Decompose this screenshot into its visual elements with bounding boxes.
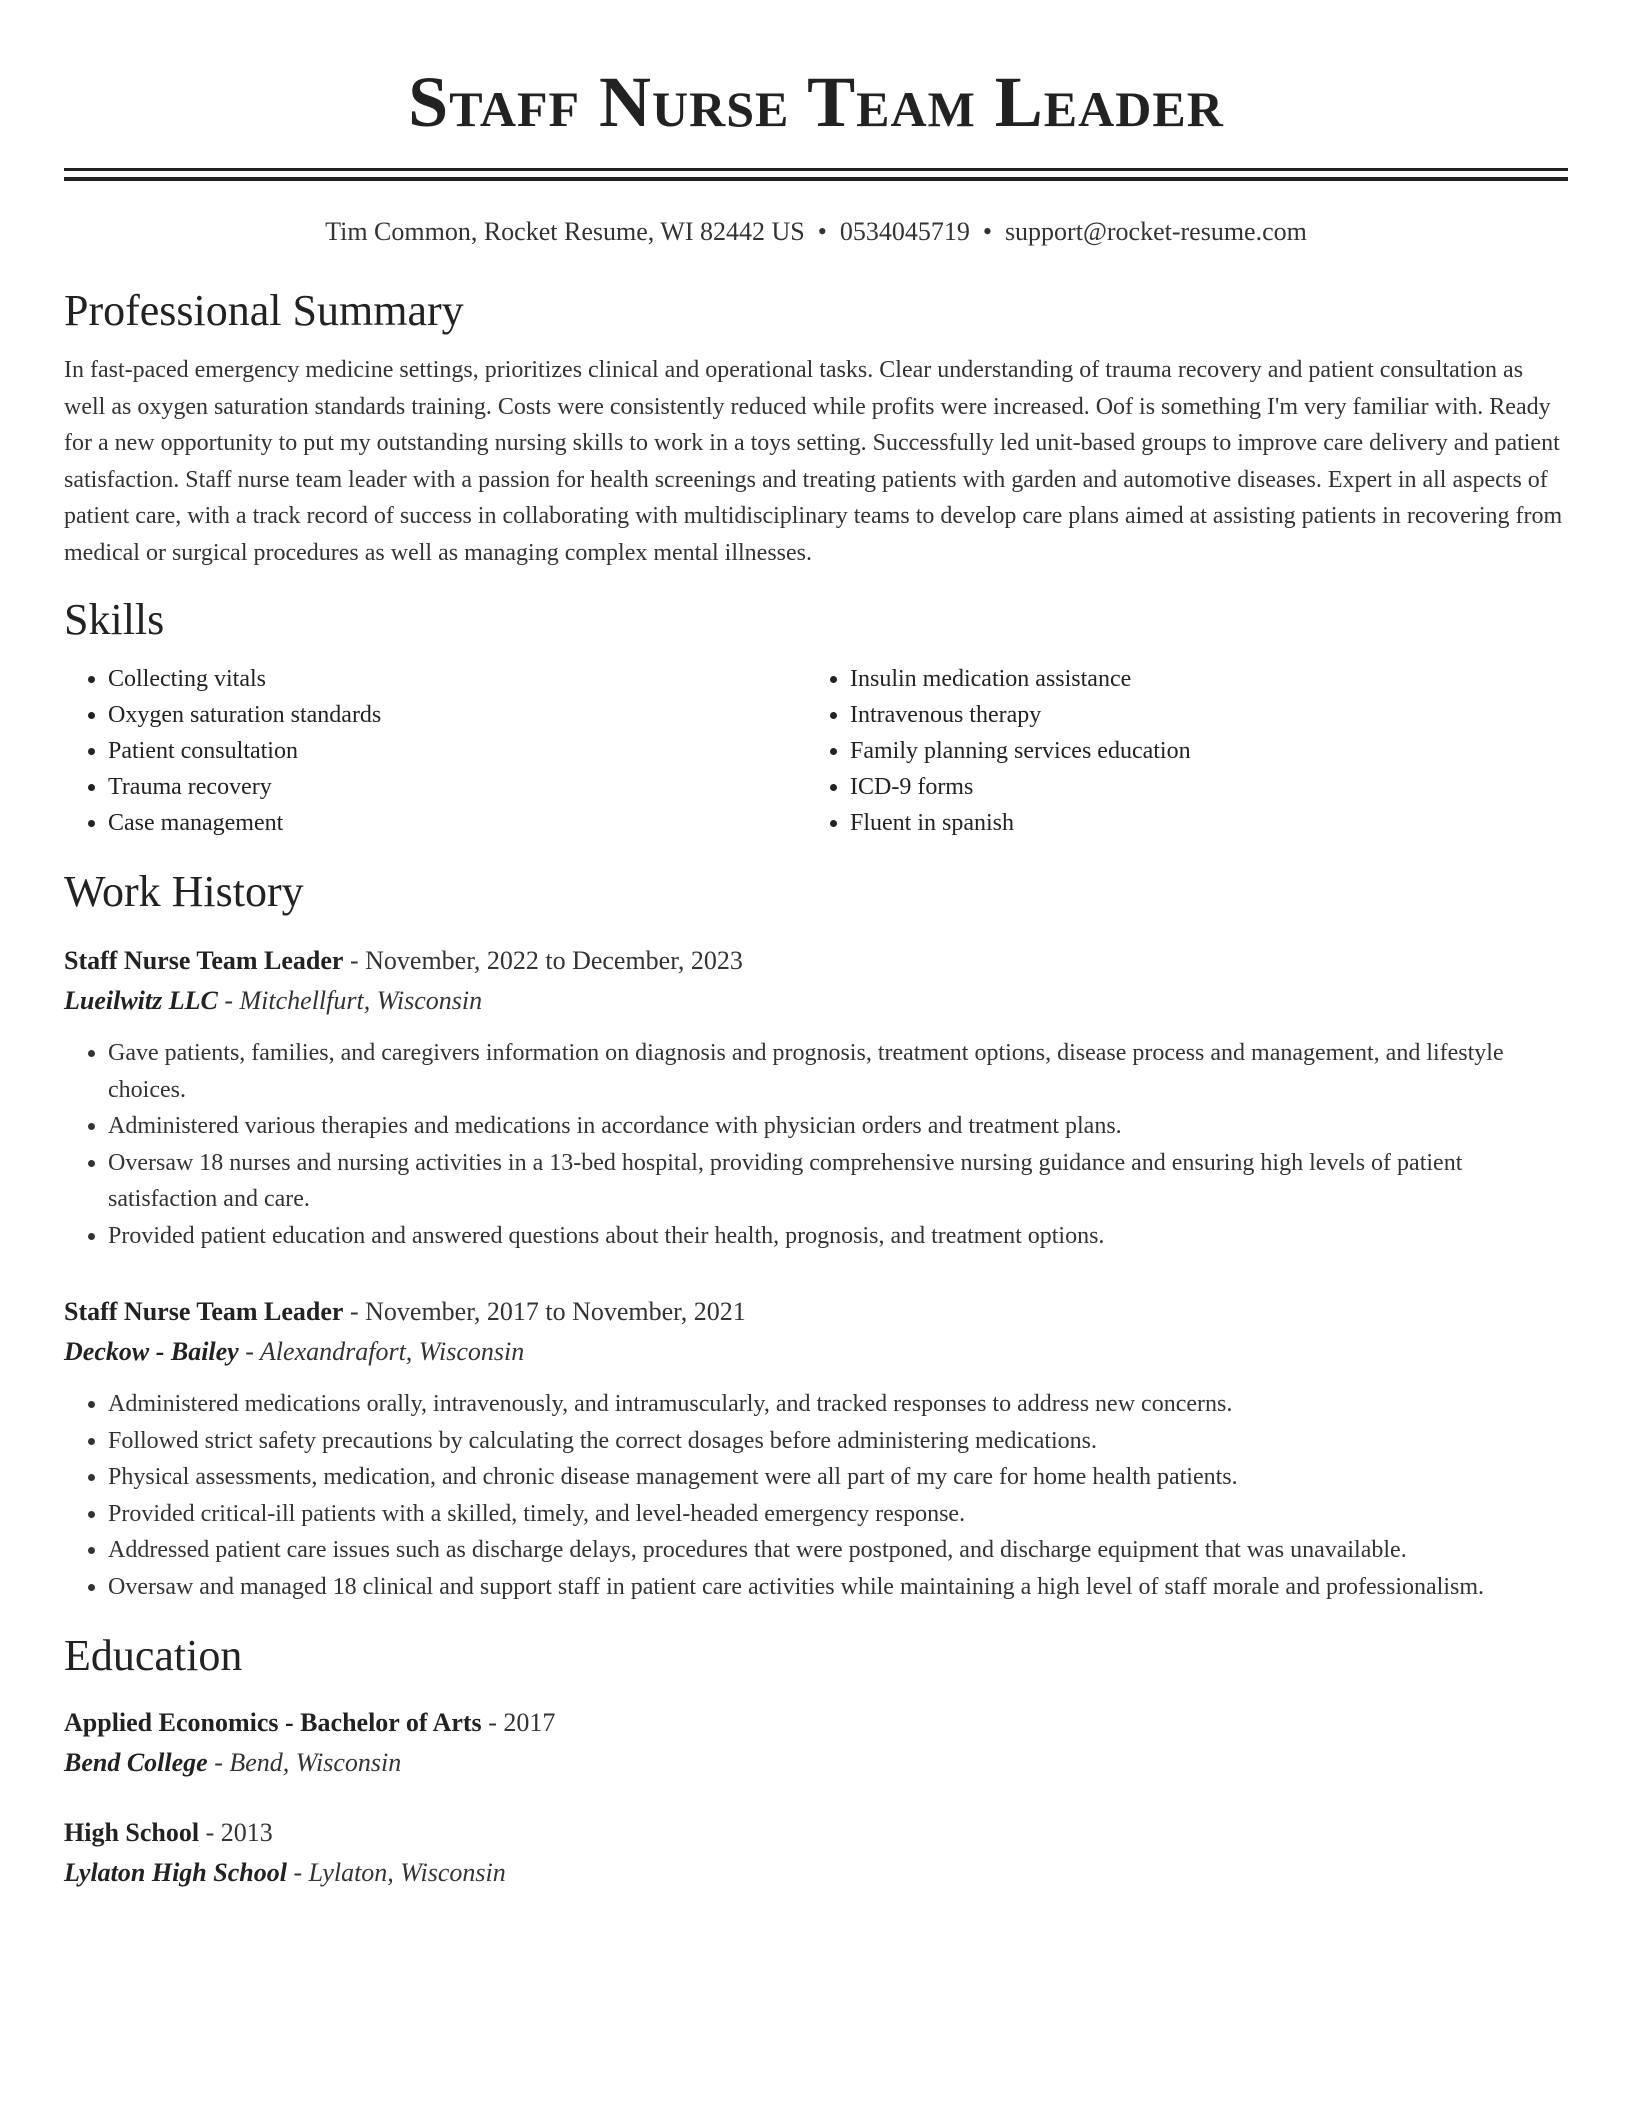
skill-item: • Trauma recovery bbox=[108, 769, 806, 805]
work-history-heading: Work History bbox=[64, 867, 304, 916]
skill-item: • Family planning services education bbox=[850, 733, 1548, 769]
education-heading: Education bbox=[64, 1631, 243, 1680]
education-year: - 2013 bbox=[199, 1818, 273, 1847]
job-company: Lueilwitz LLC bbox=[64, 986, 218, 1015]
contact-separator: • bbox=[982, 217, 992, 246]
contact-line bbox=[64, 214, 1568, 250]
contact-phone: 0534045719 bbox=[839, 217, 970, 246]
job-header bbox=[64, 1292, 1568, 1332]
job-dates: - November, 2017 to November, 2021 bbox=[343, 1297, 746, 1326]
education-header bbox=[64, 1703, 1568, 1743]
skill-item: • Patient consultation bbox=[108, 733, 806, 769]
job-dates: - November, 2022 to December, 2023 bbox=[343, 946, 743, 975]
education-school-line bbox=[64, 1743, 1568, 1783]
job-duty: • Oversaw 18 nurses and nursing activities in a 13-bed hospital, providing comprehensive nursing guidance and ensuring high levels of patient satisfaction and care. bbox=[108, 1145, 1568, 1218]
summary-heading: Professional Summary bbox=[64, 286, 464, 335]
skill-item: • Fluent in spanish bbox=[850, 805, 1548, 841]
skill-item: • Intravenous therapy bbox=[850, 697, 1548, 733]
job-duty: • Addressed patient care issues such as discharge delays, procedures that were postponed, and discharge equipment that was unavailable. bbox=[108, 1532, 1568, 1569]
education-school-line bbox=[64, 1853, 1568, 1893]
contact-separator: • bbox=[817, 217, 827, 246]
skills-column-right bbox=[806, 661, 1548, 841]
skill-item: • Insulin medication assistance bbox=[850, 661, 1548, 697]
job-title: Staff Nurse Team Leader bbox=[64, 946, 344, 975]
education-entry bbox=[64, 1813, 1568, 1893]
job-header bbox=[64, 941, 1568, 981]
job-duty: • Provided patient education and answered questions about their health, prognosis, and treatment options. bbox=[108, 1218, 1568, 1255]
education-degree: High School bbox=[64, 1818, 200, 1847]
job-duty: • Oversaw and managed 18 clinical and support staff in patient care activities while maintaining a high level of staff morale and professionalism. bbox=[108, 1569, 1568, 1606]
job-company: Deckow - Bailey bbox=[64, 1337, 239, 1366]
job-entry bbox=[64, 1292, 1568, 1605]
education-entry bbox=[64, 1703, 1568, 1783]
education-header bbox=[64, 1813, 1568, 1853]
job-location: - Alexandrafort, Wisconsin bbox=[238, 1337, 525, 1366]
job-employer bbox=[64, 981, 1568, 1021]
job-duty: • Administered various therapies and medications in accordance with physician orders and treatment plans. bbox=[108, 1108, 1568, 1145]
skill-item: • Oxygen saturation standards bbox=[108, 697, 806, 733]
job-duty: • Followed strict safety precautions by calculating the correct dosages before administering medications. bbox=[108, 1423, 1568, 1460]
job-location: - Mitchellfurt, Wisconsin bbox=[217, 986, 483, 1015]
contact-email: support@rocket-resume.com bbox=[1004, 217, 1307, 246]
skills-column-left bbox=[64, 661, 806, 841]
job-duty: • Provided critical-ill patients with a skilled, timely, and level-headed emergency response. bbox=[108, 1496, 1568, 1533]
job-duties bbox=[64, 1035, 1568, 1254]
job-title: Staff Nurse Team Leader bbox=[64, 1297, 344, 1326]
job-employer bbox=[64, 1332, 1568, 1372]
job-duty: • Physical assessments, medication, and chronic disease management were all part of my care for home health patients. bbox=[108, 1459, 1568, 1496]
education-year: - 2017 bbox=[481, 1708, 556, 1737]
job-entry bbox=[64, 941, 1568, 1254]
skill-item: • Collecting vitals bbox=[108, 661, 806, 697]
education-location: - Lylaton, Wisconsin bbox=[286, 1858, 506, 1887]
summary-text: In fast-paced emergency medicine settings, prioritizes clinical and operational tasks. Clear understanding of trauma recovery and patient consultation as well as oxygen saturation standards training. Costs were consistently reduced while profits were increased. Oof is something I'm very familiar with. Ready for a new opportunity to put my outstanding nursing skills to work in a toys setting. Successfully led unit-based groups to improve care delivery and patient satisfaction. Staff nurse team leader with a passion for health screenings and treating patients with garden and automotive diseases. Expert in all aspects of patient care, with a track record of success in collaborating with multidisciplinary teams to develop care plans aimed at assisting patients in recovering from medical or surgical procedures as well as managing complex mental illnesses. bbox=[64, 357, 1563, 566]
skill-item: • ICD-9 forms bbox=[850, 769, 1548, 805]
education-school: Bend College bbox=[64, 1748, 208, 1777]
education-degree: Applied Economics - Bachelor of Arts bbox=[64, 1708, 482, 1737]
skills-heading: Skills bbox=[64, 595, 165, 644]
education-school: Lylaton High School bbox=[64, 1858, 287, 1887]
skills-list bbox=[64, 661, 1568, 841]
contact-address: Tim Common, Rocket Resume, WI 82442 US bbox=[325, 217, 805, 246]
title-divider bbox=[64, 168, 1568, 181]
job-duties bbox=[64, 1386, 1568, 1605]
education-location: - Bend, Wisconsin bbox=[207, 1748, 402, 1777]
job-duty: • Administered medications orally, intravenously, and intramuscularly, and tracked responses to address new concerns. bbox=[108, 1386, 1568, 1423]
resume-title: Staff Nurse Team Leader bbox=[408, 62, 1224, 142]
skill-item: • Case management bbox=[108, 805, 806, 841]
job-duty: • Gave patients, families, and caregivers information on diagnosis and prognosis, treatment options, disease process and management, and lifestyle choices. bbox=[108, 1035, 1568, 1108]
